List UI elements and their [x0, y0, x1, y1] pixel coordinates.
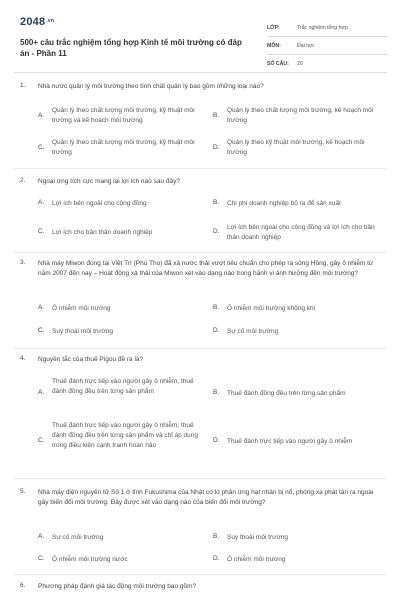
option-d[interactable]	[213, 138, 383, 160]
meta-row-subject	[267, 40, 387, 55]
option-text: Quản lý theo chất lượng môi trường, kỹ thuật môi trường và kế hoạch môi trường	[52, 107, 195, 124]
option-text: Quản lý theo chất lượng môi trường, kỹ thuật môi trường	[52, 139, 195, 156]
option-letter: C.	[38, 555, 45, 562]
question-separator	[14, 478, 386, 479]
option-d[interactable]	[213, 437, 383, 449]
option-c[interactable]	[38, 223, 213, 245]
meta-row-class	[267, 22, 387, 37]
option-text: Suy thoái môi trường	[52, 328, 114, 335]
option-letter: C.	[38, 144, 45, 151]
option-letter: A.	[38, 304, 45, 311]
question-text: Nhà máy điện nguyên tử Số 1 ở tỉnh Fukushima của Nhật có lò phản ứng hạt nhân bị nổ, phóng xạ phát tán ra ngoài gây biến đổi môi trường. Đây được xét vào dạng nào của biến đổi môi trường?	[38, 489, 374, 506]
option-a[interactable]	[38, 377, 213, 411]
meta-key: SỐ CÂU:	[267, 61, 289, 67]
option-d[interactable]	[213, 223, 383, 245]
option-letter: B.	[213, 304, 220, 311]
option-letter: D.	[213, 437, 220, 444]
option-letter: A.	[38, 389, 45, 396]
question-text: Nguyên tắc của thuế Pigou đề ra là?	[38, 356, 144, 363]
question-3	[20, 259, 388, 343]
meta-key: MÔN:	[267, 43, 281, 49]
option-c[interactable]	[38, 555, 213, 567]
option-text: Ô nhiễm môi trường nước	[52, 556, 128, 563]
question-separator	[14, 168, 386, 169]
option-letter: B.	[213, 112, 220, 119]
option-text: Suy thoái môi trường	[227, 534, 289, 541]
option-letter: A.	[38, 533, 45, 540]
option-letter: D.	[213, 144, 220, 151]
option-a[interactable]	[38, 106, 213, 128]
option-letter: D.	[213, 228, 220, 235]
question-separator	[14, 574, 386, 575]
meta-value: Trắc nghiệm tổng hợp	[297, 25, 348, 31]
option-text: Ô nhiễm môi trường	[227, 556, 286, 563]
meta-table	[267, 22, 387, 76]
document-title: 500+ câu trắc nghiệm tổng hợp Kinh tế môi trường có đáp án - Phần 11	[20, 38, 242, 58]
option-c[interactable]	[38, 138, 213, 160]
option-b[interactable]	[213, 106, 383, 128]
question-1	[20, 82, 388, 162]
question-separator	[14, 252, 386, 253]
option-letter: B.	[213, 199, 220, 206]
option-d[interactable]	[213, 327, 383, 339]
option-b[interactable]	[213, 389, 383, 401]
option-text: Quản lý theo chất lượng môi trường, kế hoạch môi trường	[227, 107, 374, 124]
option-a[interactable]	[38, 199, 213, 211]
meta-key: LỚP:	[267, 25, 280, 31]
question-number: 1.	[20, 82, 26, 89]
question-2	[20, 177, 388, 249]
option-letter: A.	[38, 112, 45, 119]
option-text: Quản lý theo kỹ thuật môi trường, kế hoạch môi trường	[227, 139, 365, 156]
logo-main: 2048	[20, 16, 46, 28]
option-text: Thuế đánh trực tiếp vào người gây ô nhiễm, thuế đánh đồng đều trên từng sản phẩm	[52, 378, 194, 395]
option-text: Lợi ích bên ngoài cho cộng đồng	[52, 200, 147, 207]
option-a[interactable]	[38, 304, 213, 316]
question-separator	[14, 348, 386, 349]
header	[14, 10, 386, 68]
option-b[interactable]	[213, 199, 383, 211]
option-letter: D.	[213, 327, 220, 334]
option-text: Sự cố môi trường	[227, 328, 279, 335]
question-number: 2.	[20, 177, 26, 184]
option-letter: D.	[213, 555, 220, 562]
option-c[interactable]	[38, 327, 213, 339]
option-letter: C.	[38, 228, 45, 235]
option-d[interactable]	[213, 555, 383, 567]
question-number: 3.	[20, 259, 26, 266]
option-text: Chi phí doanh nghiệp bỏ ra để sản xuất	[227, 200, 341, 207]
question-text: Nhà nước quản lý môi trường theo tính chất quản lý bao gồm những loại nào?	[38, 83, 264, 90]
option-text: Sự cố môi trường	[52, 534, 104, 541]
meta-value: 20	[297, 61, 303, 67]
option-text: Lợi ích cho bản thân doanh nghiệp	[52, 229, 153, 236]
question-6	[20, 582, 388, 596]
question-4	[20, 355, 388, 477]
option-text: Lợi ích bên ngoài cho cộng đồng và lợi ích cho bản thân doanh nghiệp	[227, 224, 375, 241]
meta-row-count	[267, 58, 387, 73]
option-letter: C.	[38, 327, 45, 334]
question-number: 4.	[20, 355, 26, 362]
option-text: Thuế đánh đồng đều trên từng sản phẩm	[227, 390, 346, 397]
option-b[interactable]	[213, 533, 383, 545]
option-letter: B.	[213, 389, 220, 396]
site-logo[interactable]	[20, 16, 54, 28]
header-divider	[14, 72, 386, 73]
logo-suffix: .vn	[46, 18, 55, 24]
question-5	[20, 488, 388, 572]
option-text: Thuế đánh trực tiếp vào người gây ô nhiễm	[227, 438, 353, 445]
option-c[interactable]	[38, 421, 213, 465]
question-text: Phương pháp đánh giá tác động môi trường bao gồm?	[38, 583, 197, 590]
option-text: Thuế đánh trực tiếp vào người gây ô nhiễm, thuế đánh đồng đều trên từng sản phẩm và chỉ áp dụng trong điều kiện cạnh tranh hoàn hảo	[52, 422, 199, 449]
question-text: Nhà máy Miwon đóng tại Việt Trì (Phú Thọ) đã xả nước thải vượt tiêu chuẩn cho phép ra sông Hồng, gây ô nhiễm từ năm 2007 đến nay – Hoạt động xả thải của Miwon xét vào dạng nào trong hành vi ảnh hưởng đến môi trường?	[38, 260, 374, 277]
question-number: 5.	[20, 488, 26, 495]
option-letter: C.	[38, 437, 45, 444]
option-letter: A.	[38, 199, 45, 206]
meta-value: Đại học	[297, 43, 315, 49]
option-a[interactable]	[38, 533, 213, 545]
option-text: Ô nhiễm môi trường	[52, 305, 111, 312]
question-text: Ngoại ứng tích cực mang lại lợi ích nào sau đây?	[38, 178, 180, 185]
question-number: 6.	[20, 582, 26, 589]
option-text: Ô nhiễm môi trường không khí	[227, 305, 316, 312]
option-letter: B.	[213, 533, 220, 540]
option-b[interactable]	[213, 304, 383, 316]
